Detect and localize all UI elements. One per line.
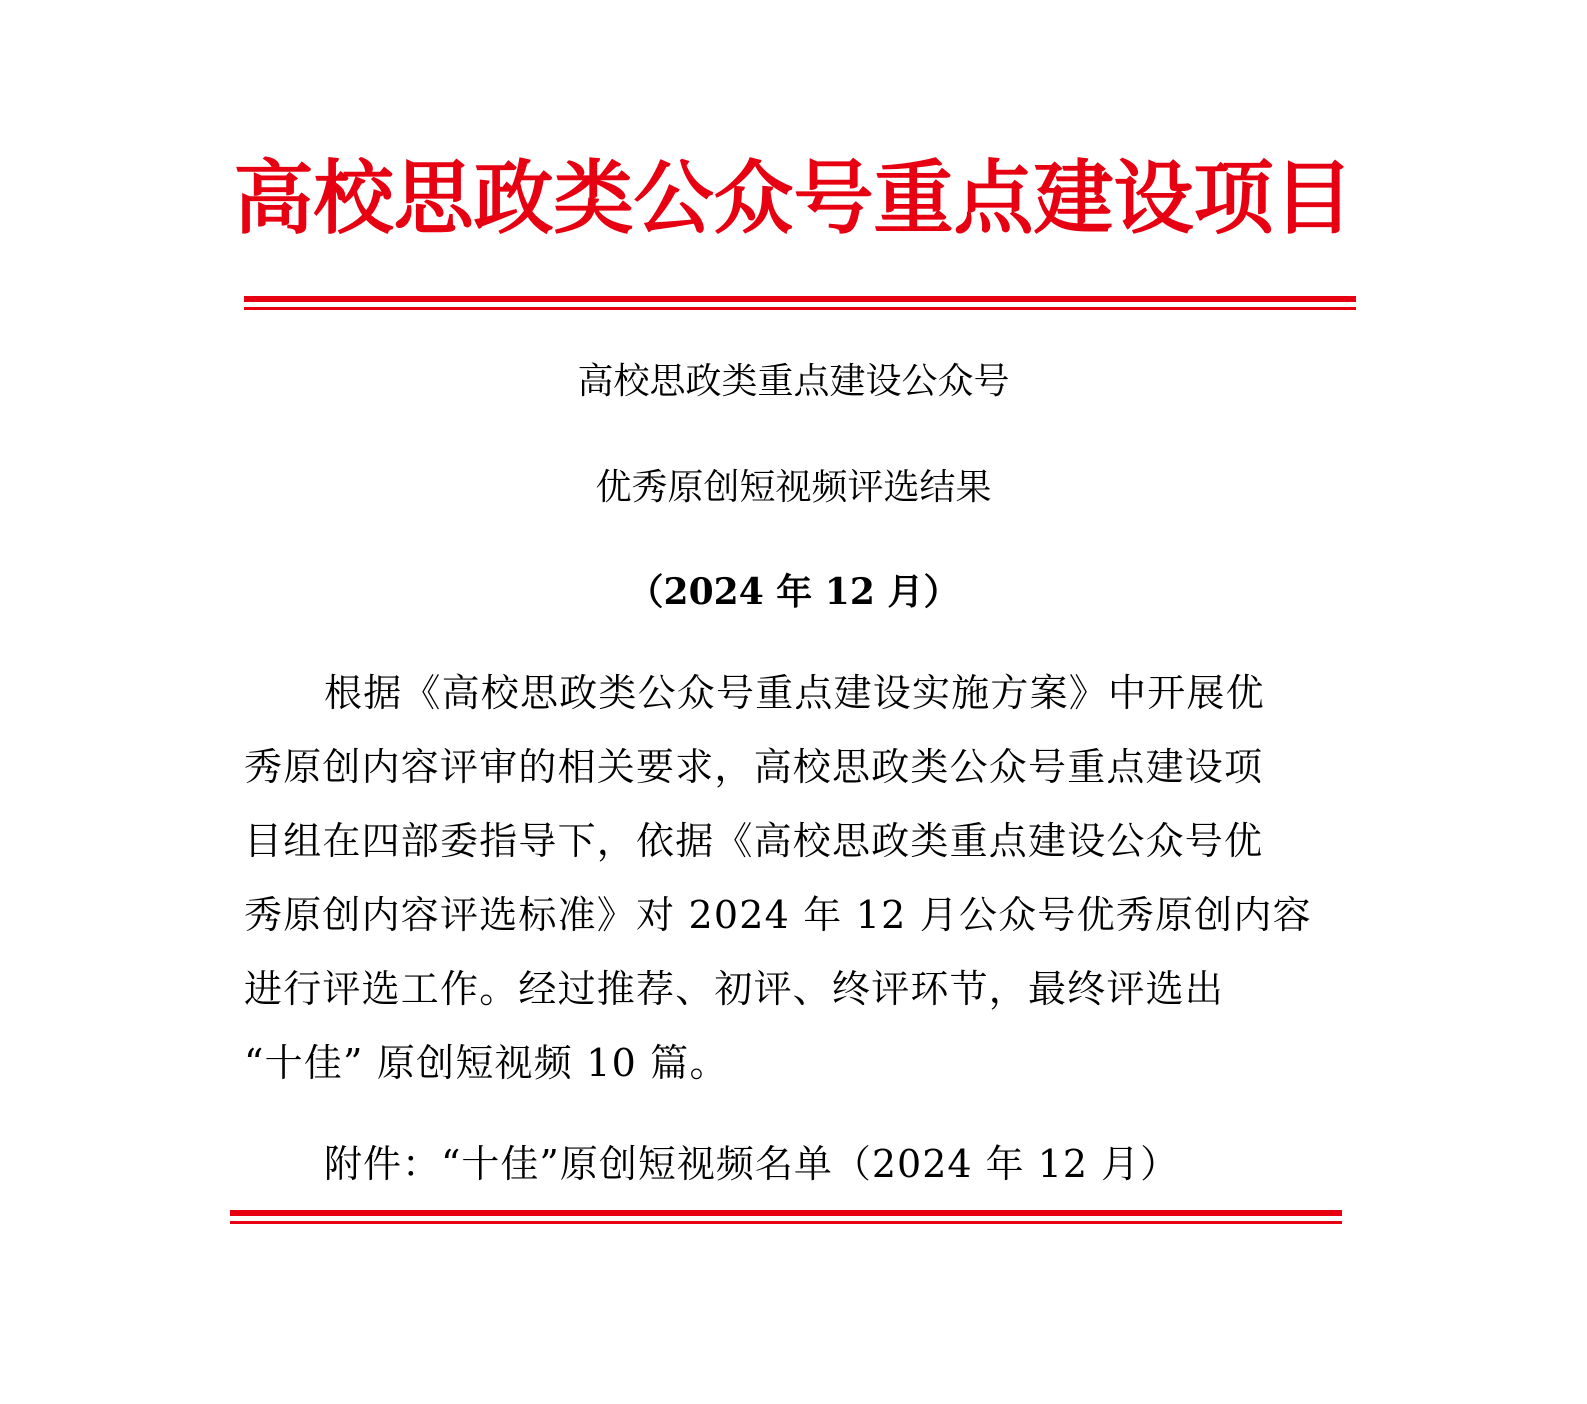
body-paragraph [244,656,1344,1100]
body-line-1: 根据《高校思政类公众号重点建设实施方案》中开展优 [324,671,1265,715]
body-line-6: “十佳” 原创短视频 10 篇。 [244,1041,729,1085]
body-line-5: 进行评选工作。经过推荐、初评、终评环节，最终评选出 [244,967,1225,1011]
top-red-divider-thick [244,296,1356,302]
top-red-divider [244,296,1356,310]
subtitle-date: （2024 年 12 月） [627,571,960,613]
bottom-red-divider-thick [230,1210,1342,1216]
body-line-3: 目组在四部委指导下，依据《高校思政类重点建设公众号优 [244,819,1264,863]
attachment-note: 附件：“十佳”原创短视频名单（2024 年 12 月） [324,1142,1180,1186]
subtitle-line-2: 优秀原创短视频评选结果 [595,467,992,508]
body-line-4: 秀原创内容评选标准》对 2024 年 12 月公众号优秀原创内容 [244,893,1312,937]
bottom-red-divider [230,1210,1342,1224]
subtitle-line-1: 高校思政类重点建设公众号 [577,361,1010,402]
document-masthead-title: 高校思政类公众号重点建设项目 [233,151,1354,245]
top-red-divider-thin [244,307,1356,310]
bottom-red-divider-thin [230,1221,1342,1224]
body-line-2: 秀原创内容评审的相关要求，高校思政类公众号重点建设项 [244,745,1264,789]
